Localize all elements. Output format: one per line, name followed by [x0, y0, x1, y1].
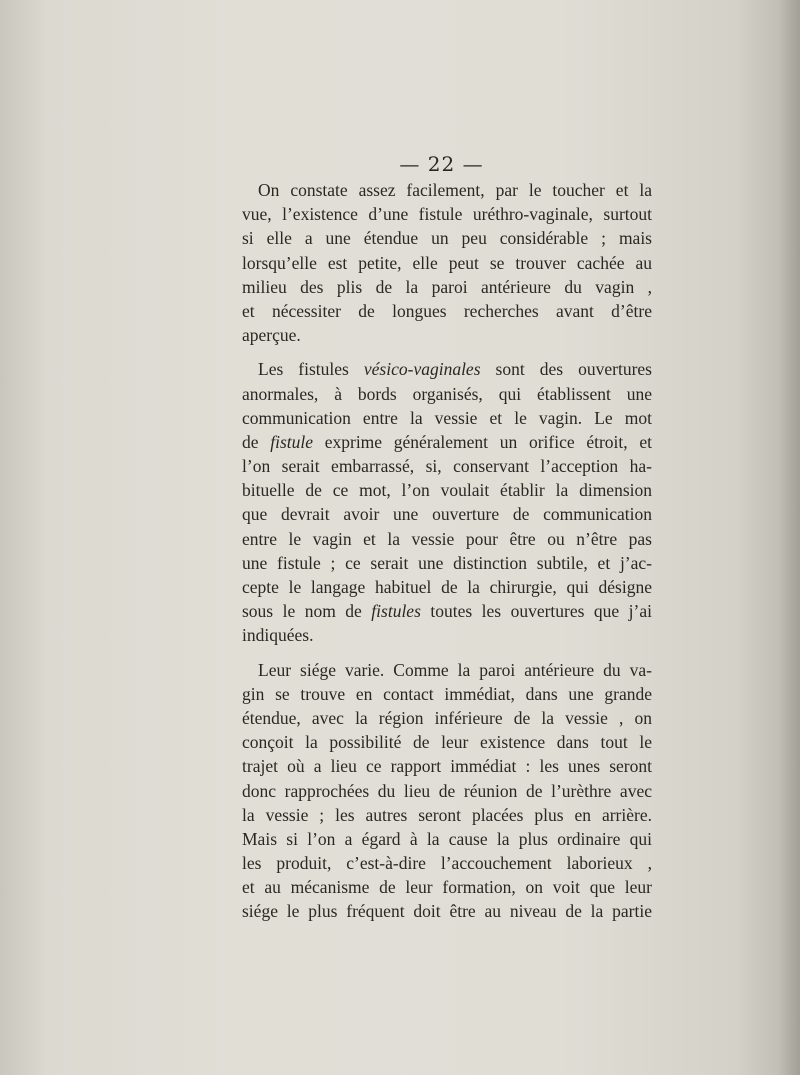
text-line: Leur siége varie. Comme la paroi antérieure du va- [258, 659, 652, 680]
page-number: — 22 — [399, 152, 484, 176]
text-line: conçoit la possibilité de leur existence dans tout le [242, 732, 652, 753]
text-line: aperçue. [242, 325, 301, 346]
text-line: On constate assez facilement, par le toucher et la [258, 180, 652, 200]
text-fragment: exprime généralement un orifice étroit, et [313, 431, 652, 452]
italic-term: fistule [270, 431, 314, 452]
text-line: indiquées. [242, 625, 314, 646]
text-line: et au mécanisme de leur formation, on voit que leur [242, 877, 652, 898]
text-line: les produit, c’est-à-dire l’accouchement laborieux , [242, 853, 652, 874]
text-line: la vessie ; les autres seront placées plus en arrière. [242, 804, 652, 825]
text-line [242, 357, 652, 381]
text-line: que devrait avoir une ouverture de communication [242, 504, 652, 525]
text-line: vue, l’existence d’une fistule uréthro-vaginale, surtout [242, 204, 652, 225]
text-line: si elle a une étendue un peu considérable ; mais [242, 228, 652, 249]
paragraph-2 [242, 357, 652, 647]
text-line: communication entre la vessie et le vagin. Le mot [242, 407, 652, 428]
body-text [242, 178, 652, 924]
text-line: lorsqu’elle est petite, elle peut se trouver cachée au [242, 252, 652, 273]
text-line [242, 430, 652, 454]
paragraph-3 [242, 658, 652, 924]
paragraph-1 [242, 178, 652, 347]
text-fragment: Les fistules [258, 359, 364, 380]
text-line [242, 599, 652, 623]
text-line: milieu des plis de la paroi antérieure du vagin , [242, 276, 652, 297]
text-line: entre le vagin et la vessie pour être ou n’être pas [242, 528, 652, 549]
text-line: bituelle de ce mot, l’on voulait établir la dimension [242, 480, 652, 501]
text-line: et nécessiter de longues recherches avant d’être [242, 300, 652, 321]
text-line: trajet où a lieu ce rapport immédiat : les unes seront [242, 756, 652, 777]
text-line: donc rapprochées du lieu de réunion de l’urèthre avec [242, 780, 652, 801]
text-line: anormales, à bords organisés, qui établissent une [242, 383, 652, 404]
text-line: Mais si l’on a égard à la cause la plus ordinaire qui [242, 828, 652, 849]
text-line: étendue, avec la région inférieure de la vessie , on [242, 707, 652, 728]
italic-term: fistules [371, 601, 421, 622]
text-line: l’on serait embarrassé, si, conservant l’acception ha- [242, 456, 652, 477]
text-line: siége le plus fréquent doit être au niveau de la partie [242, 901, 652, 922]
text-fragment: sous le nom de [242, 601, 372, 622]
text-fragment: sont des ouvertures [480, 359, 652, 380]
text-fragment: de [242, 431, 271, 452]
text-fragment: toutes les ouvertures que j’ai [420, 601, 652, 622]
text-line: une fistule ; ce serait une distinction subtile, et j’ac- [242, 552, 652, 573]
text-line: cepte le langage habituel de la chirurgie, qui désigne [242, 577, 652, 597]
italic-term: vésico-vaginales [363, 359, 481, 380]
text-line: gin se trouve en contact immédiat, dans une grande [242, 683, 652, 704]
